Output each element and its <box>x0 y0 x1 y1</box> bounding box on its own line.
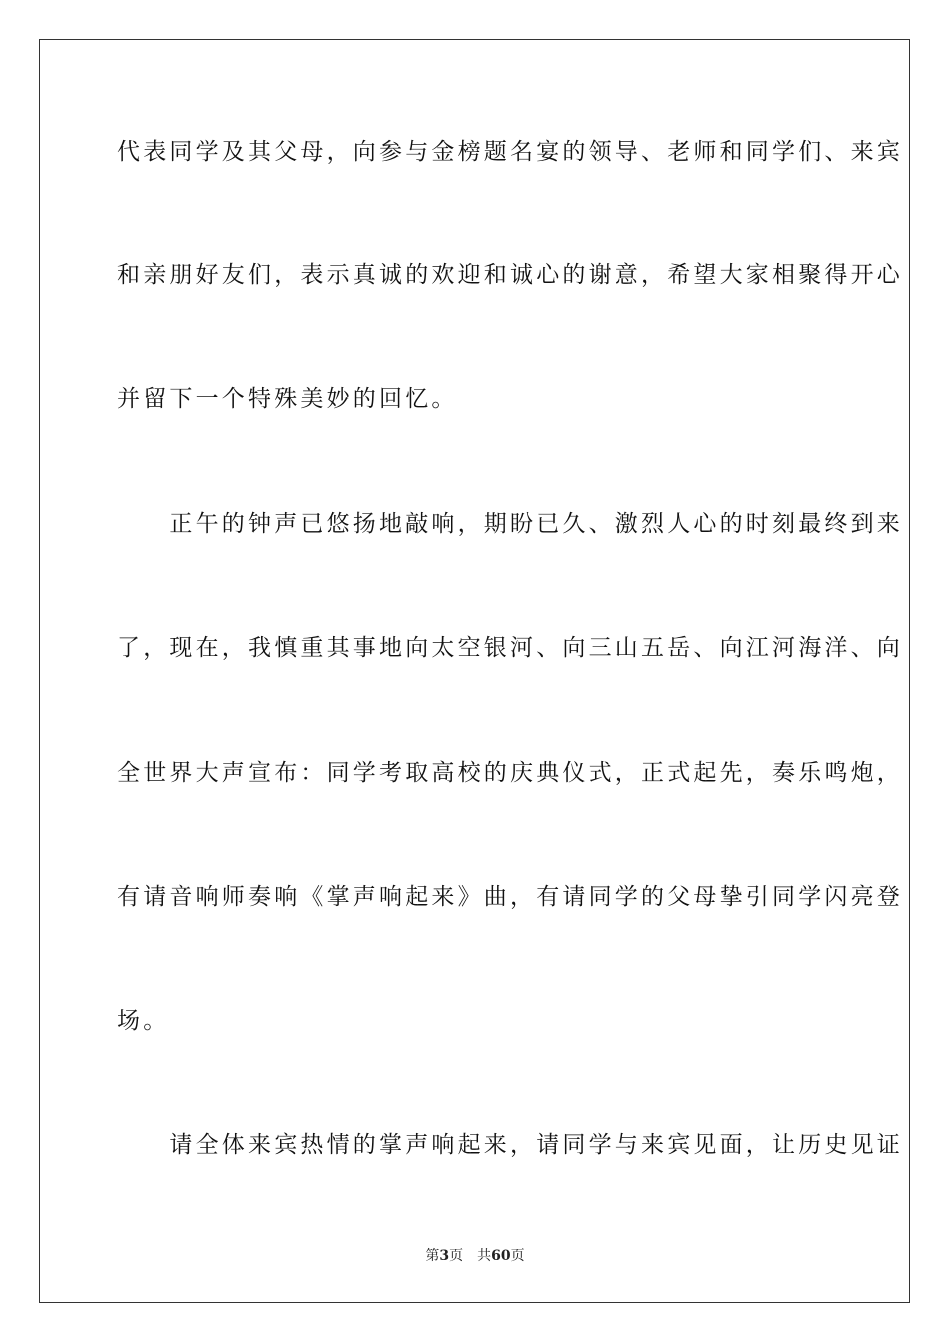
page-footer <box>0 1246 950 1266</box>
text-line-9: 请全体来宾热情的掌声响起来，请同学与来宾见面，让历史见证 <box>117 1132 903 1158</box>
text-line-8: 场。 <box>117 1008 170 1034</box>
text-line-5: 了，现在，我慎重其事地向太空银河、向三山五岳、向江河海洋、向 <box>117 635 903 661</box>
page-border <box>39 39 910 1303</box>
text-line-6: 全世界大声宣布：同学考取高校的庆典仪式，正式起先，奏乐鸣炮， <box>117 760 903 786</box>
text-line-2: 和亲朋好友们，表示真诚的欢迎和诚心的谢意，希望大家相聚得开心 <box>117 262 903 288</box>
page-total: 共60页 <box>477 1248 525 1264</box>
text-line-4: 正午的钟声已悠扬地敲响，期盼已久、激烈人心的时刻最终到来 <box>117 511 903 537</box>
text-line-3: 并留下一个特殊美妙的回忆。 <box>117 386 458 412</box>
text-line-7: 有请音响师奏响《掌声响起来》曲，有请同学的父母挚引同学闪亮登 <box>117 884 903 910</box>
text-line-1: 代表同学及其父母，向参与金榜题名宴的领导、老师和同学们、来宾 <box>117 139 903 165</box>
page-number: 第3页 <box>425 1248 464 1264</box>
